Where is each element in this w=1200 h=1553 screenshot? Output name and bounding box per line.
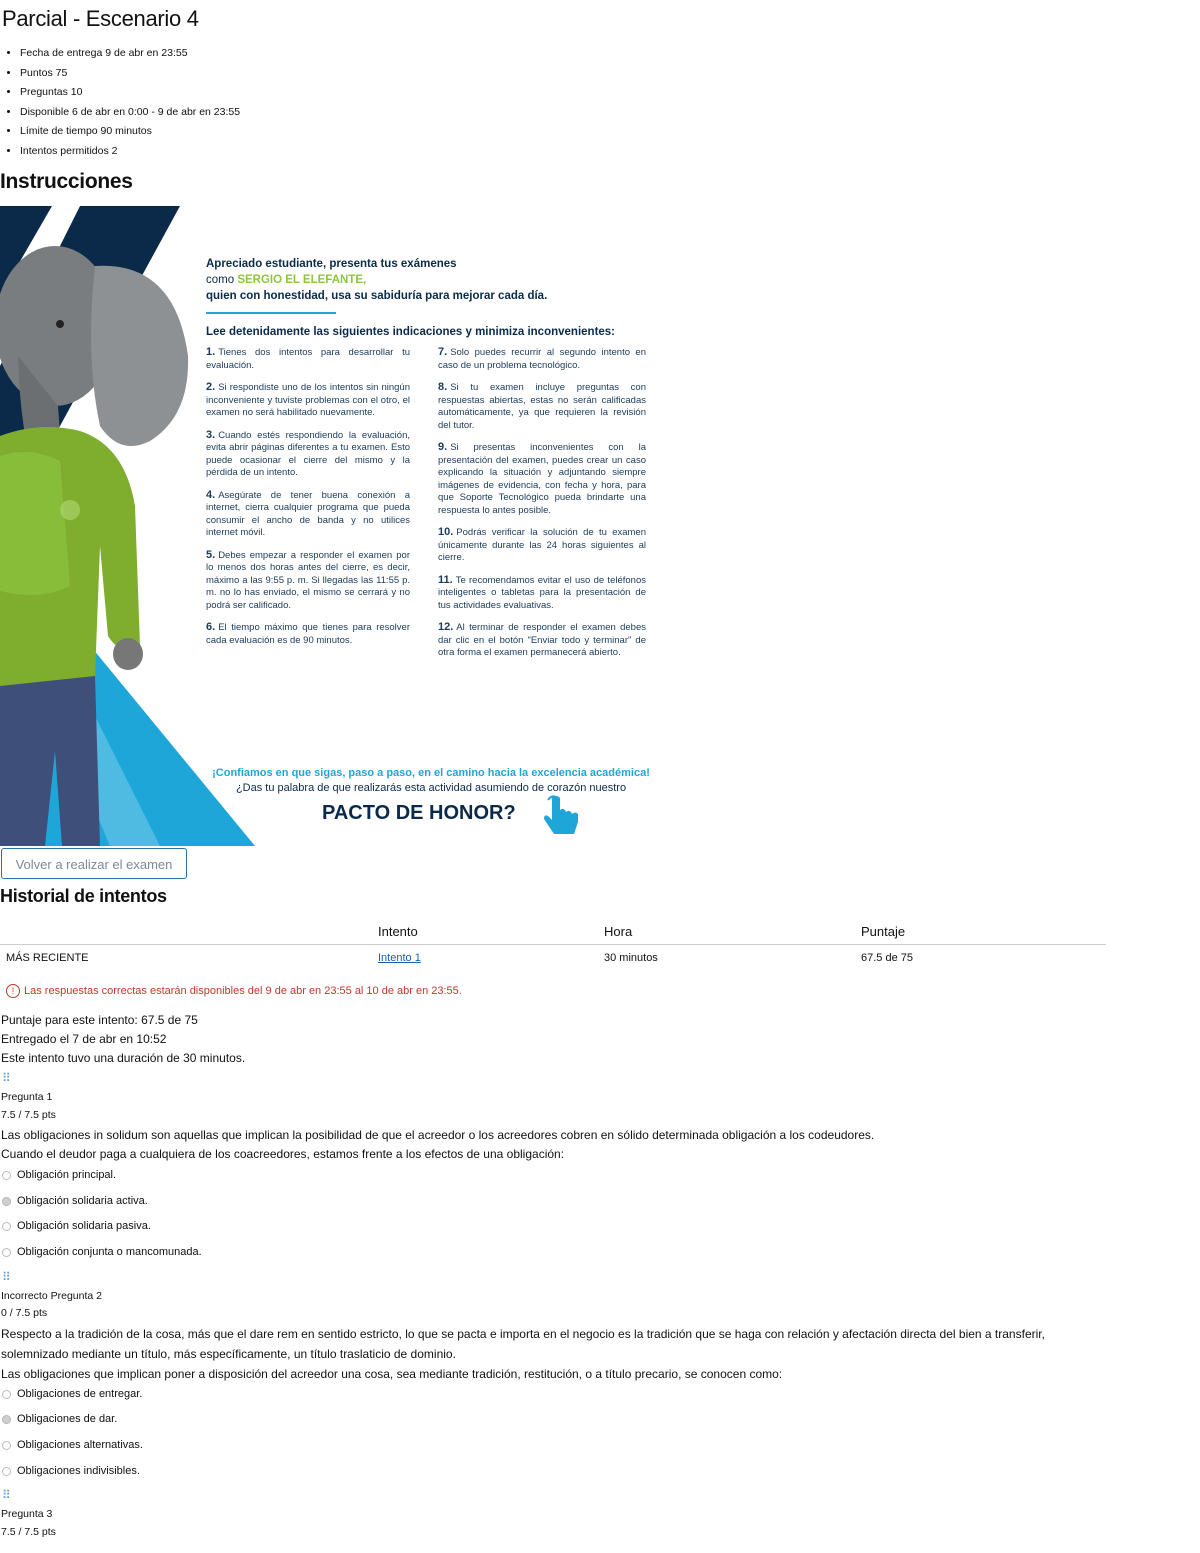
instruction-item bbox=[438, 526, 646, 565]
instruction-number: 12. bbox=[438, 621, 454, 633]
instruction-number: 1. bbox=[206, 346, 216, 358]
table-header-row bbox=[0, 918, 1106, 945]
due-date: • Fecha de entrega 9 de abr en 23:55 bbox=[20, 44, 240, 64]
instruction-text: Debes empezar a responder el examen por lo menos dos horas antes del cierre, es decir, máximo a las 9:55 p. m. Si llegadas las 11:55 p. m. no lo has enviado, el mismo se cerrará y no podrá ser calificado. bbox=[206, 549, 410, 611]
instruction-item bbox=[438, 346, 646, 372]
poster-greeting-name: SERGIO EL ELEFANTE, bbox=[237, 274, 367, 286]
answer-label: Obligaciones alternativas. bbox=[17, 1439, 143, 1451]
column-header bbox=[0, 918, 378, 945]
poster-closing-1: ¡Confiamos en que sigas, paso a paso, en el camino hacia la excelencia académica! bbox=[212, 767, 650, 779]
answer-option[interactable] bbox=[2, 1246, 202, 1258]
question-score: 0 / 7.5 pts bbox=[1, 1307, 48, 1319]
question-text bbox=[1, 1126, 1101, 1164]
instruction-number: 4. bbox=[206, 488, 216, 501]
poster-left-column bbox=[206, 346, 410, 656]
instruction-number: 5. bbox=[206, 548, 216, 561]
question-score: 7.5 / 7.5 pts bbox=[1, 1526, 56, 1538]
attempt-link[interactable]: Intento 1 bbox=[378, 952, 421, 964]
instruction-text: Asegúrate de tener buena conexión a internet, cierra cualquier programa que pueda consumir el ancho de banda y no utilices internet móvil. bbox=[206, 489, 410, 538]
column-header-time: Hora bbox=[604, 918, 861, 945]
question-header: Incorrecto Pregunta 2 bbox=[1, 1290, 102, 1302]
column-header-attempt: Intento bbox=[378, 918, 604, 945]
answer-option[interactable] bbox=[2, 1413, 117, 1425]
instruction-text: Solo puedes recurrir al segundo intento en caso de un problema tecnológico. bbox=[438, 347, 646, 371]
attempt-score: 67.5 de 75 bbox=[861, 952, 913, 964]
instruction-text: Cuando estés respondiendo la evaluación, evita abrir páginas diferentes a tu examen. Esto puede ocasionar el cierre del mismo y la pérdida de un intento. bbox=[206, 429, 410, 478]
poster-greeting-1: Apreciado estudiante, presenta tus exámenes bbox=[206, 258, 457, 270]
poster-divider bbox=[206, 312, 336, 314]
allowed-attempts: • Intentos permitidos 2 bbox=[20, 142, 240, 162]
answer-label: Obligación conjunta o mancomunada. bbox=[17, 1246, 202, 1258]
availability: • Disponible 6 de abr en 0:00 - 9 de abr en 23:55 bbox=[20, 103, 240, 123]
poster-right-column bbox=[438, 346, 646, 669]
instruction-text: Te recomendamos evitar el uso de teléfonos inteligentes o tabletas para la presentación de tus actividades evaluativas. bbox=[438, 574, 646, 611]
radio-icon[interactable] bbox=[2, 1390, 11, 1399]
drag-handle-icon[interactable]: ⠿ bbox=[2, 1071, 10, 1085]
poster-greeting-3: quien con honestidad, usa su sabiduría para mejorar cada día. bbox=[206, 290, 548, 302]
question-header: Pregunta 3 bbox=[1, 1508, 53, 1520]
quiz-details bbox=[0, 44, 240, 161]
attempt-history-table bbox=[0, 918, 1106, 971]
attempt-submitted-info: Entregado el 7 de abr en 10:52 bbox=[1, 1032, 167, 1046]
attempt-history-heading: Historial de intentos bbox=[0, 886, 167, 906]
answer-label: Obligaciones indivisibles. bbox=[17, 1465, 140, 1477]
instruction-item bbox=[206, 489, 410, 540]
instruction-text: Si presentas inconvenientes con la presentación del examen, puedes crear un caso explicando la situación y adjuntando siempre imágenes de evidencia, con fecha y hora, para que Soporte Tecnológico pueda brindarte una respuesta lo antes posible. bbox=[438, 442, 646, 516]
question-header: Pregunta 1 bbox=[1, 1091, 53, 1103]
attempt-time: 30 minutos bbox=[604, 952, 658, 964]
answer-option[interactable] bbox=[2, 1439, 143, 1451]
question-text bbox=[1, 1324, 1101, 1384]
question-statement: Las obligaciones in solidum son aquellas que implican la posibilidad de que el acreedor o los acreedores cobren en sólido determinada obligación a los codeudores. bbox=[1, 1128, 875, 1142]
answer-label: Obligación solidaria activa. bbox=[17, 1195, 148, 1207]
instruction-item bbox=[438, 574, 646, 613]
answer-option[interactable] bbox=[2, 1388, 142, 1400]
poster-honor-pact: PACTO DE HONOR? bbox=[322, 802, 516, 824]
radio-icon[interactable] bbox=[2, 1415, 11, 1424]
instruction-item bbox=[206, 346, 410, 372]
radio-icon[interactable] bbox=[2, 1222, 11, 1231]
radio-icon[interactable] bbox=[2, 1171, 11, 1180]
instruction-item bbox=[206, 429, 410, 480]
answer-label: Obligación principal. bbox=[17, 1169, 117, 1181]
instruction-text: Al terminar de responder el examen debes dar clic en el botón "Enviar todo y terminar" de otra forma el examen permanecerá abierto. bbox=[438, 622, 646, 658]
question-statement: Respecto a la tradición de la cosa, más que el dare rem en sentido estricto, lo que se pacta e importa en el negocio es la tradición que se haga con relación y afectación directa del bien a transferir, solemnizado mediante un título, más específicamente, un título traslaticio de dominio. bbox=[1, 1327, 1045, 1361]
question-prompt: Cuando el deudor paga a cualquiera de los coacreedores, estamos frente a los efectos de una obligación: bbox=[1, 1147, 565, 1161]
answer-option[interactable] bbox=[2, 1195, 148, 1207]
poster-lead: Lee detenidamente las siguientes indicaciones y minimiza inconvenientes: bbox=[206, 326, 616, 338]
radio-icon[interactable] bbox=[2, 1197, 11, 1206]
instruction-item bbox=[206, 549, 410, 613]
radio-icon[interactable] bbox=[2, 1441, 11, 1450]
instructions-heading: Instrucciones bbox=[0, 170, 133, 193]
instruction-number: 6. bbox=[206, 621, 216, 633]
page-title: Parcial - Escenario 4 bbox=[2, 6, 199, 31]
instruction-text: Si tu examen incluye preguntas con respuestas abiertas, estas no serán calificadas automáticamente, ya que requieren la revisión del tutor. bbox=[438, 382, 646, 431]
instruction-number: 9. bbox=[438, 441, 448, 453]
attempt-duration-info: Este intento tuvo una duración de 30 minutos. bbox=[1, 1051, 246, 1065]
column-header-score: Puntaje bbox=[861, 918, 1106, 945]
instruction-text: Si respondiste uno de los intentos sin ningún inconveniente y tuviste problemas con el otro, el examen no será habilitado nuevamente. bbox=[206, 382, 410, 418]
hand-pointer-icon bbox=[542, 794, 582, 840]
poster-greeting-2a: como bbox=[206, 274, 238, 286]
time-limit: • Límite de tiempo 90 minutos bbox=[20, 122, 240, 142]
instruction-number: 11. bbox=[438, 573, 453, 586]
answer-option[interactable] bbox=[2, 1169, 116, 1181]
answer-option[interactable] bbox=[2, 1465, 140, 1477]
radio-icon[interactable] bbox=[2, 1467, 11, 1476]
instruction-text: Podrás verificar la solución de tu examen únicamente durante las 24 horas siguientes al cierre. bbox=[438, 527, 646, 563]
instruction-item bbox=[438, 621, 646, 660]
answer-label: Obligaciones de dar. bbox=[17, 1413, 118, 1425]
table-row bbox=[0, 945, 1106, 972]
poster-closing-2: ¿Das tu palabra de que realizarás esta actividad asumiendo de corazón nuestro bbox=[235, 782, 627, 794]
instruction-number: 2. bbox=[206, 381, 216, 393]
attempt-score-info: Puntaje para este intento: 67.5 de 75 bbox=[1, 1013, 198, 1027]
instruction-number: 7. bbox=[438, 346, 448, 358]
alert-text: Las respuestas correctas estarán disponibles del 9 de abr en 23:55 al 10 de abr en 23:55. bbox=[24, 985, 462, 997]
instruction-item bbox=[206, 381, 410, 420]
drag-handle-icon[interactable]: ⠿ bbox=[2, 1488, 10, 1502]
instructions-poster bbox=[0, 206, 660, 846]
instruction-text: Tienes dos intentos para desarrollar tu evaluación. bbox=[206, 347, 410, 371]
alert-icon: ! bbox=[6, 984, 20, 998]
answer-label: Obligaciones de entregar. bbox=[17, 1388, 143, 1400]
instruction-number: 8. bbox=[438, 381, 448, 393]
instruction-text: El tiempo máximo que tienes para resolver cada evaluación es de 90 minutos. bbox=[206, 622, 410, 646]
question-score: 7.5 / 7.5 pts bbox=[1, 1109, 56, 1121]
instruction-number: 3. bbox=[206, 428, 216, 441]
question-prompt: Las obligaciones que implican poner a disposición del acreedor una cosa, sea mediante tradición, restitución, o a título precario, se conocen como: bbox=[1, 1367, 783, 1381]
instruction-item bbox=[438, 381, 646, 432]
answer-label: Obligación solidaria pasiva. bbox=[17, 1220, 151, 1232]
drag-handle-icon[interactable]: ⠿ bbox=[2, 1270, 10, 1284]
answers-availability-alert bbox=[6, 984, 462, 998]
most-recent-label: MÁS RECIENTE bbox=[6, 952, 89, 964]
instruction-number: 10. bbox=[438, 526, 454, 538]
radio-icon[interactable] bbox=[2, 1248, 11, 1257]
instruction-item bbox=[206, 621, 410, 647]
question-count: • Preguntas 10 bbox=[20, 83, 240, 103]
retake-quiz-button[interactable]: Volver a realizar el examen bbox=[1, 848, 187, 879]
answer-option[interactable] bbox=[2, 1220, 151, 1232]
instruction-item bbox=[438, 441, 646, 517]
points: • Puntos 75 bbox=[20, 64, 240, 84]
